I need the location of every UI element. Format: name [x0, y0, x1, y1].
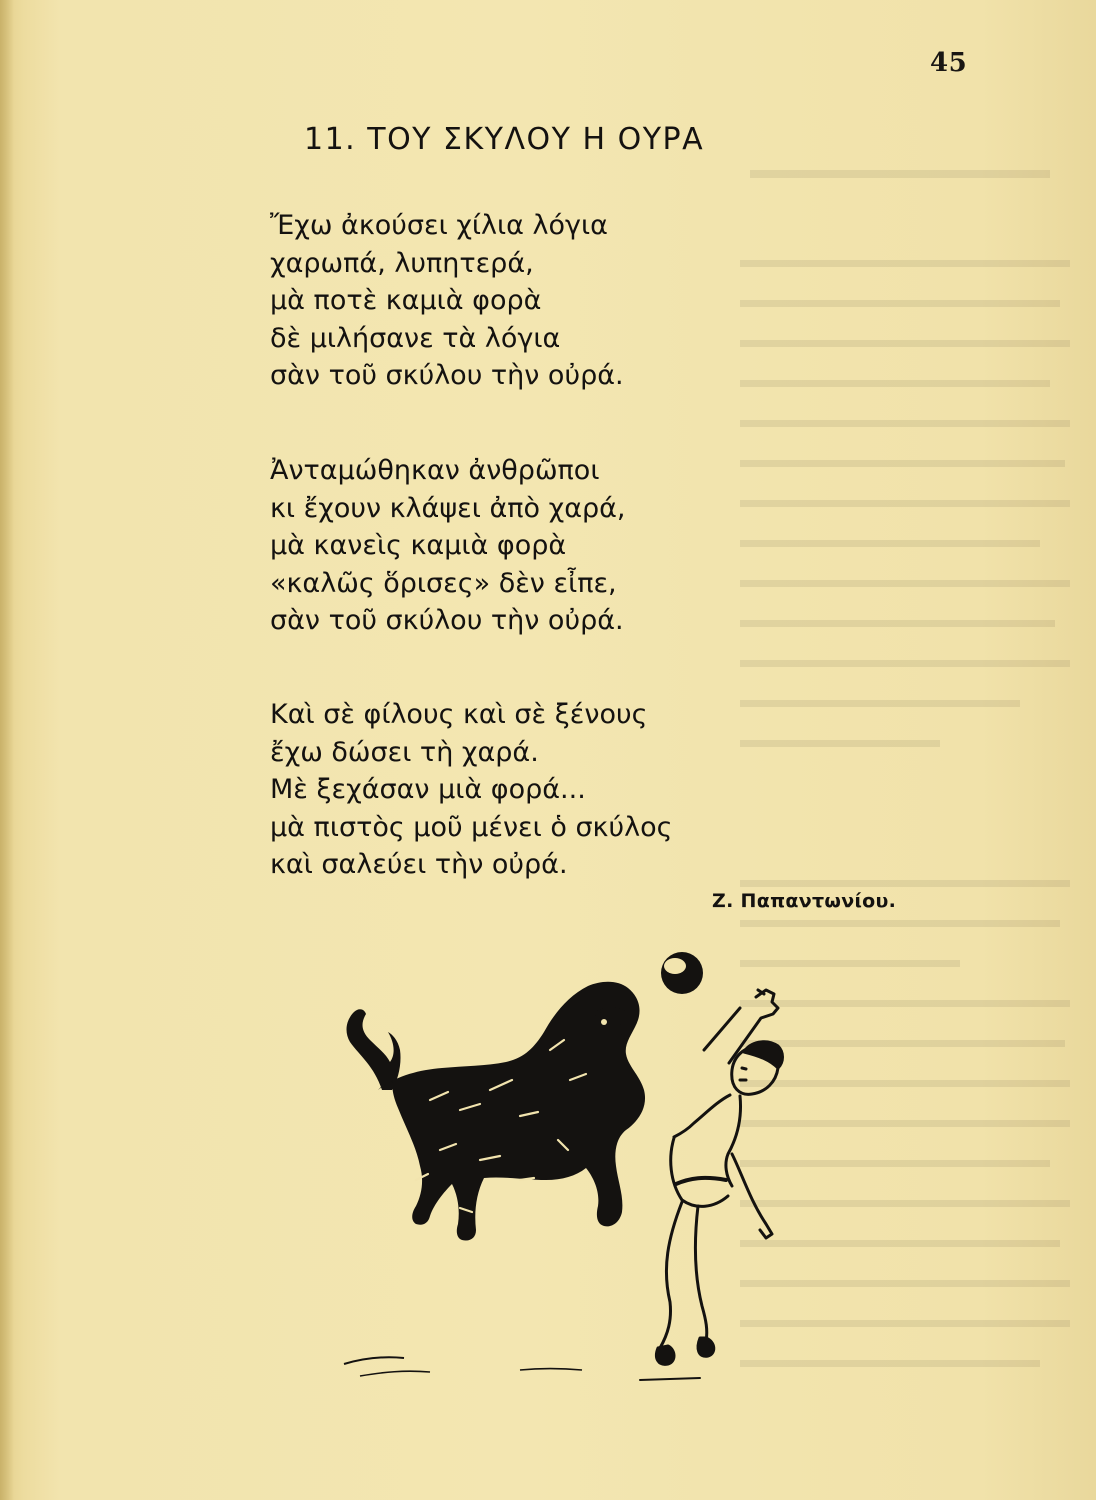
poem-line: Ἔχω ἀκούσει χίλια λόγια — [270, 210, 608, 241]
page-number: 45 — [930, 48, 968, 78]
dog-and-child-illustration — [320, 940, 840, 1410]
poem-line: μὰ ποτὲ καμιὰ φορὰ — [270, 285, 542, 316]
poem-line: «καλῶς ὅρισες» δὲν εἶπε, — [270, 567, 617, 599]
spine-shadow — [0, 0, 14, 1500]
poem-line: Καὶ σὲ φίλους καὶ σὲ ξένους — [270, 699, 648, 730]
poem-line: μὰ πιστὸς μοῦ μένει ὁ σκύλος — [270, 811, 673, 843]
poem-line: σὰν τοῦ σκύλου τὴν οὐρά. — [270, 360, 624, 391]
poem-line: καὶ σαλεύει τὴν οὐρά. — [270, 849, 568, 880]
poem-line: σὰν τοῦ σκύλου τὴν οὐρά. — [270, 605, 624, 636]
ball-icon — [661, 952, 703, 994]
poem-line: ἔχω δώσει τὴ χαρά. — [270, 736, 539, 768]
poem-line: Μὲ ξεχάσαν μιὰ φορά... — [270, 774, 586, 805]
stanza-1 — [270, 207, 624, 395]
poem-line: Ἀνταμώθηκαν ἀνθρῶποι — [270, 455, 600, 486]
stanza-2 — [270, 452, 626, 640]
poem-line: μὰ κανεὶς καμιὰ φορὰ — [270, 530, 567, 561]
child-figure — [640, 990, 783, 1380]
poem-line: χαρωπά, λυπητερά, — [270, 247, 534, 279]
dog-figure — [344, 982, 645, 1376]
poem-line: δὲ μιλήσανε τὰ λόγια — [270, 322, 561, 354]
poem-line: κι ἔχουν κλάψει ἀπὸ χαρά, — [270, 492, 626, 524]
author-signature: Ζ. Παπαντωνίου. — [712, 890, 897, 912]
poem-title: 11. ΤΟΥ ΣΚΥΛΟΥ Η ΟΥΡΑ — [304, 122, 705, 157]
stanza-3 — [270, 696, 672, 884]
